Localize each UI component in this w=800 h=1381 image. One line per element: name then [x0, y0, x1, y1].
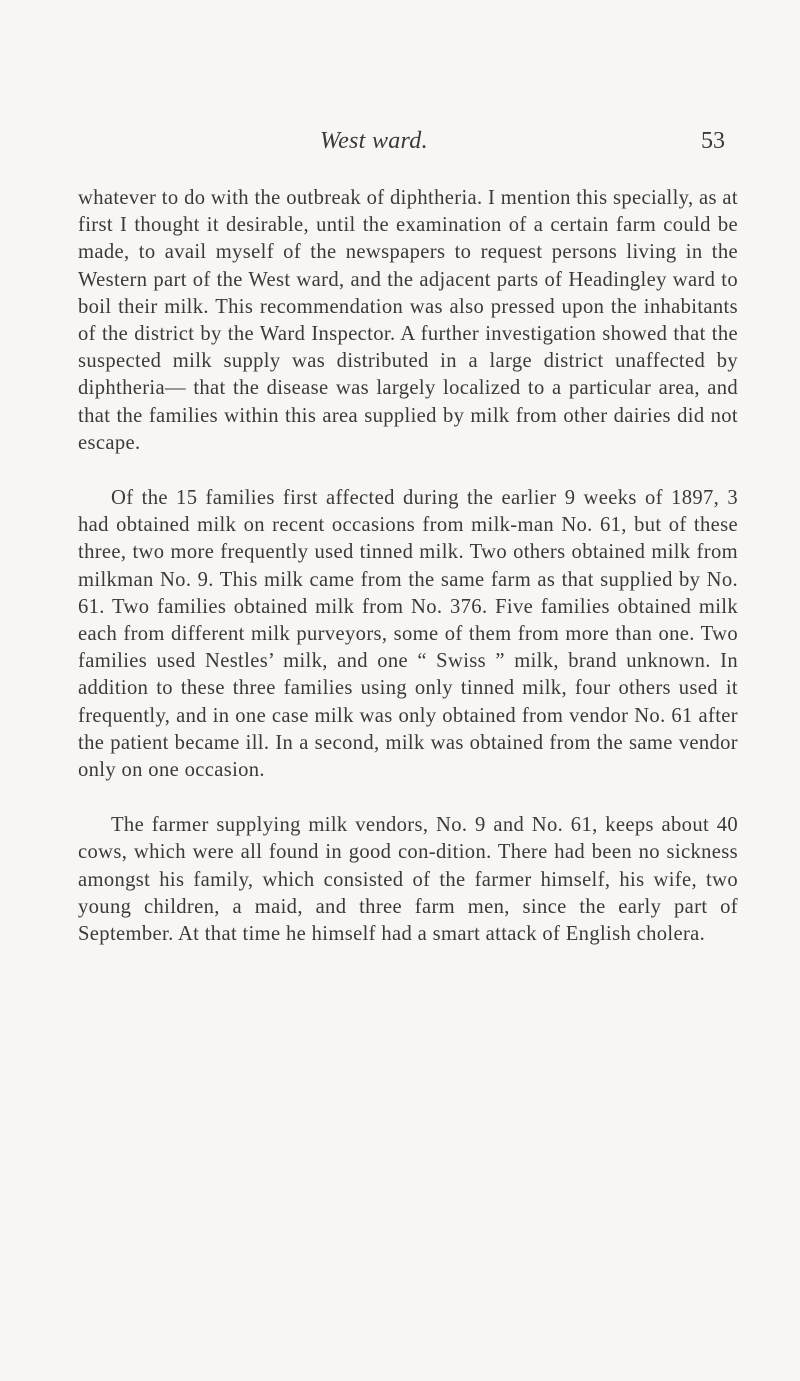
page-number: 53 — [701, 128, 725, 154]
body-text — [78, 185, 738, 948]
running-title: West ward. — [320, 128, 428, 154]
page-header — [0, 128, 800, 160]
paragraph-3: The farmer supplying milk vendors, No. 9 and No. 61, keeps about 40 cows, which were all found in good con-dition. There had been no sickness amongst his family, which consisted of the farmer himself, his wife, two young children, a maid, and three farm men, since the early part of September. At that time he himself had a smart attack of English cholera. — [78, 814, 738, 946]
paragraph-1: whatever to do with the outbreak of diphtheria. I mention this specially, as at first I thought it desirable, until the examination of a certain farm could be made, to avail myself of the newspapers to request persons living in the Western part of the West ward, and the adjacent parts of Headingley ward to boil their milk. This recommendation was also pressed upon the inhabitants of the district by the Ward Inspector. A further investigation showed that the suspected milk supply was distributed in a large district unaffected by diphtheria— that the disease was largely localized to a particular area, and that the families within this area supplied by milk from other dairies did not escape. — [78, 187, 738, 454]
paragraph-2: Of the 15 families first affected during the earlier 9 weeks of 1897, 3 had obtained milk on recent occasions from milk-man No. 61, but of these three, two more frequently used tinned milk. Two others obtained milk from milkman No. 9. This milk came from the same farm as that supplied by No. 61. Two families obtained milk from No. 376. Five families obtained milk each from different milk purveyors, some of them from more than one. Two families used Nestles’ milk, and one “ Swiss ” milk, brand unknown. In addition to these three families using only tinned milk, four others used it frequently, and in one case milk was only obtained from vendor No. 61 after the patient became ill. In a second, milk was obtained from the same vendor only on one occasion. — [78, 487, 738, 782]
